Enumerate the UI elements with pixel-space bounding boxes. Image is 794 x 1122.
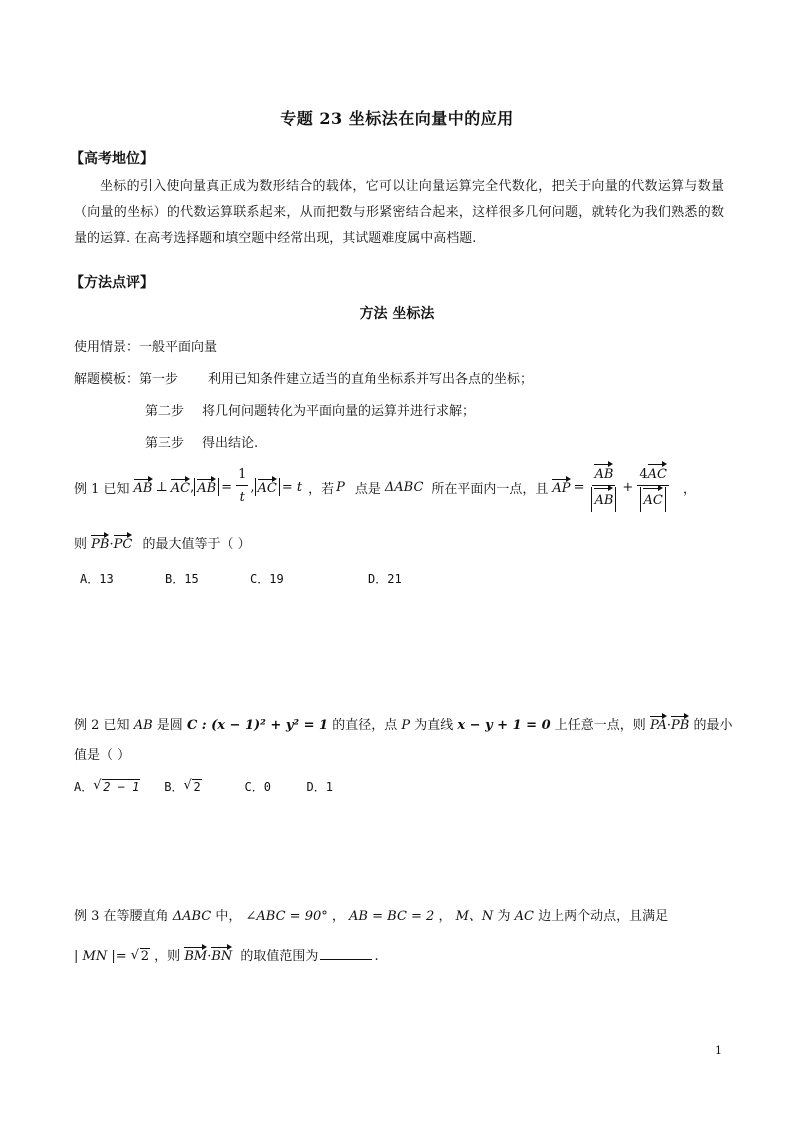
vector-ap: AP xyxy=(552,478,570,496)
dot-operator: · xyxy=(109,537,114,552)
template-step-3 xyxy=(145,432,258,451)
intro-line-3: 我们熟悉的数量的运算. 在高考选择题和填空题中经常出现，其试题难度属中高档题. xyxy=(74,205,724,246)
option-b-value xyxy=(183,779,244,795)
triangle-abc: ΔABC xyxy=(172,909,212,924)
comma-1: ， xyxy=(331,909,345,924)
template-step-2 xyxy=(145,400,475,419)
vector-ab-magnitude: AB xyxy=(197,478,216,496)
segment-ac: AC xyxy=(514,909,534,924)
section-heading-method-review: 【方法点评】 xyxy=(70,275,154,291)
equals-t: = t xyxy=(281,479,303,495)
perp-symbol: ⊥ xyxy=(155,479,168,495)
vector-pb: PB xyxy=(91,534,109,552)
option-a-radicand: 2 − 1 xyxy=(103,780,140,794)
example-1-question xyxy=(74,533,251,552)
template-label: 解题模板： xyxy=(74,372,140,387)
plus-sign: + xyxy=(622,479,634,495)
intro-line-2: 与数量（向量的坐标）的代数运算联系起来，从而把数与形紧密结合起来，这样很多几何问题，就转化为 xyxy=(74,179,724,220)
vector-bn: BN xyxy=(211,946,232,964)
template-step-1 xyxy=(74,368,533,387)
fraction-numerator: 1 xyxy=(236,466,248,486)
fraction-denominator: t xyxy=(239,489,245,505)
section-heading-exam-status: 【高考地位】 xyxy=(70,151,154,167)
side-equality: AB = BC = 2 xyxy=(349,909,435,924)
fraction-ac-denominator: AC xyxy=(643,487,662,512)
option-a: A．13 xyxy=(80,572,114,586)
answer-blank[interactable] xyxy=(320,959,372,960)
points-m-n: M、N xyxy=(455,909,494,924)
segment-ab: AB xyxy=(133,718,153,733)
fraction-ab-denominator: AB xyxy=(594,487,613,512)
page-number: 1 xyxy=(715,1044,722,1057)
intro-line-1: 坐标的引入使向量真正成为数形结合的载体，它可以让向量运算完全代数化，把关于向量的代数运算 xyxy=(100,179,685,194)
question-suffix: 的最大值等于（ ） xyxy=(142,537,251,552)
example-1-comma: ， xyxy=(682,481,696,497)
option-c: C．0 xyxy=(244,780,271,794)
example-2-options xyxy=(74,778,333,795)
example-2-statement xyxy=(74,714,733,733)
example-3-range-text: 的取值范围为 xyxy=(240,949,319,964)
intro-paragraph xyxy=(74,174,724,252)
line-equation: x − y + 1 = 0 xyxy=(457,718,551,733)
option-d: D．21 xyxy=(368,572,402,586)
option-b-radicand: 2 xyxy=(193,780,201,794)
example-1-mid3: 所在平面内一点，且 xyxy=(431,481,549,497)
step-2-text: 将几何问题转化为平面向量的运算并进行求解； xyxy=(202,404,476,419)
point-p: P xyxy=(336,479,345,495)
vector-ac-magnitude: AC xyxy=(258,478,277,496)
example-2-mid3: 为直线 xyxy=(414,718,454,733)
coefficient-four: 4 xyxy=(639,466,648,482)
example-1-prefix: 例 1 已知 xyxy=(74,481,130,497)
usage-line: 使用情景：一般平面向量 xyxy=(74,340,218,355)
method-title: 方法 坐标法 xyxy=(359,306,435,322)
example-2-mid1: 是圆 xyxy=(156,718,183,733)
example-3-end: . xyxy=(374,949,379,964)
step-3-text: 得出结论. xyxy=(202,436,259,451)
example-3-line-2 xyxy=(74,945,379,964)
step-1-label: 第一步 xyxy=(139,372,179,387)
point-p: P xyxy=(401,718,411,733)
option-b-label: B． xyxy=(164,780,184,794)
root-two-radicand: 2 xyxy=(140,949,150,964)
circle-equation: C : (x − 1)² + y² = 1 xyxy=(186,718,329,733)
example-2-line-2: 值是（ ） xyxy=(74,748,131,763)
fraction-ab-numerator: AB xyxy=(594,463,613,484)
fraction-ac-numerator: AC xyxy=(648,463,667,484)
triangle-abc: ΔABC xyxy=(384,479,424,495)
example-3-prefix: 例 3 在等腰直角 xyxy=(74,909,169,924)
example-2-prefix: 例 2 已知 xyxy=(74,718,130,733)
vector-pb: PB xyxy=(671,715,689,733)
example-2-suffix: 的最小 xyxy=(693,718,733,733)
example-1-options xyxy=(80,570,402,587)
mn-magnitude: | MN |= xyxy=(74,949,127,964)
option-c: C．19 xyxy=(250,572,284,586)
example-1-statement: 例 1 已知 AB ⊥ AC , AB = $\frac{1}{t}$ , AC = t ，若 P 点是 ΔABC 所在平面内一点，且 AP = $\frac{AB}{AB}$ + $\frac{4AC}{AC}$ ， xyxy=(74,460,696,514)
option-b: B．15 xyxy=(165,572,199,586)
example-1-mid2: 点是 xyxy=(354,481,381,497)
dot-operator: · xyxy=(666,718,672,733)
vector-bm: BM xyxy=(184,946,207,964)
example-2-mid2: 的直径，点 xyxy=(332,718,398,733)
fraction-one-over-t xyxy=(236,466,248,509)
step-1-text: 利用已知条件建立适当的直角坐标系并写出各点的坐标； xyxy=(208,372,534,387)
option-d: D．1 xyxy=(306,780,333,794)
dot-operator: · xyxy=(207,949,212,964)
vector-pc: PC xyxy=(114,534,133,552)
vector-ac: AC xyxy=(171,478,190,496)
equals-1: = xyxy=(221,479,233,495)
question-prefix: 则 xyxy=(74,537,88,552)
option-a-value xyxy=(93,779,164,795)
document-title: 专题 23 坐标法在向量中的应用 xyxy=(280,109,514,128)
example-3-statement xyxy=(74,905,668,924)
example-3-then: ，则 xyxy=(154,949,181,964)
equals-3: = xyxy=(573,479,585,495)
step-3-label: 第三步 xyxy=(145,436,185,451)
step-2-label: 第二步 xyxy=(145,404,185,419)
comma-2: ， xyxy=(438,909,452,924)
example-3-suffix: 边上两个动点，且满足 xyxy=(538,909,669,924)
example-3-mid1: 中， xyxy=(215,909,242,924)
angle-abc: ∠ABC = 90° xyxy=(245,909,328,924)
vector-ab: AB xyxy=(134,478,153,496)
root-two xyxy=(131,949,150,964)
vector-pa: PA xyxy=(650,715,667,733)
example-2-mid4: 上任意一点，则 xyxy=(554,718,646,733)
fraction-ac-unit xyxy=(637,463,669,512)
fraction-ab-unit xyxy=(589,463,618,512)
option-a-label: A． xyxy=(74,780,94,794)
example-3-mid2: 为 xyxy=(497,909,511,924)
example-1-mid: ，若 xyxy=(308,481,335,497)
